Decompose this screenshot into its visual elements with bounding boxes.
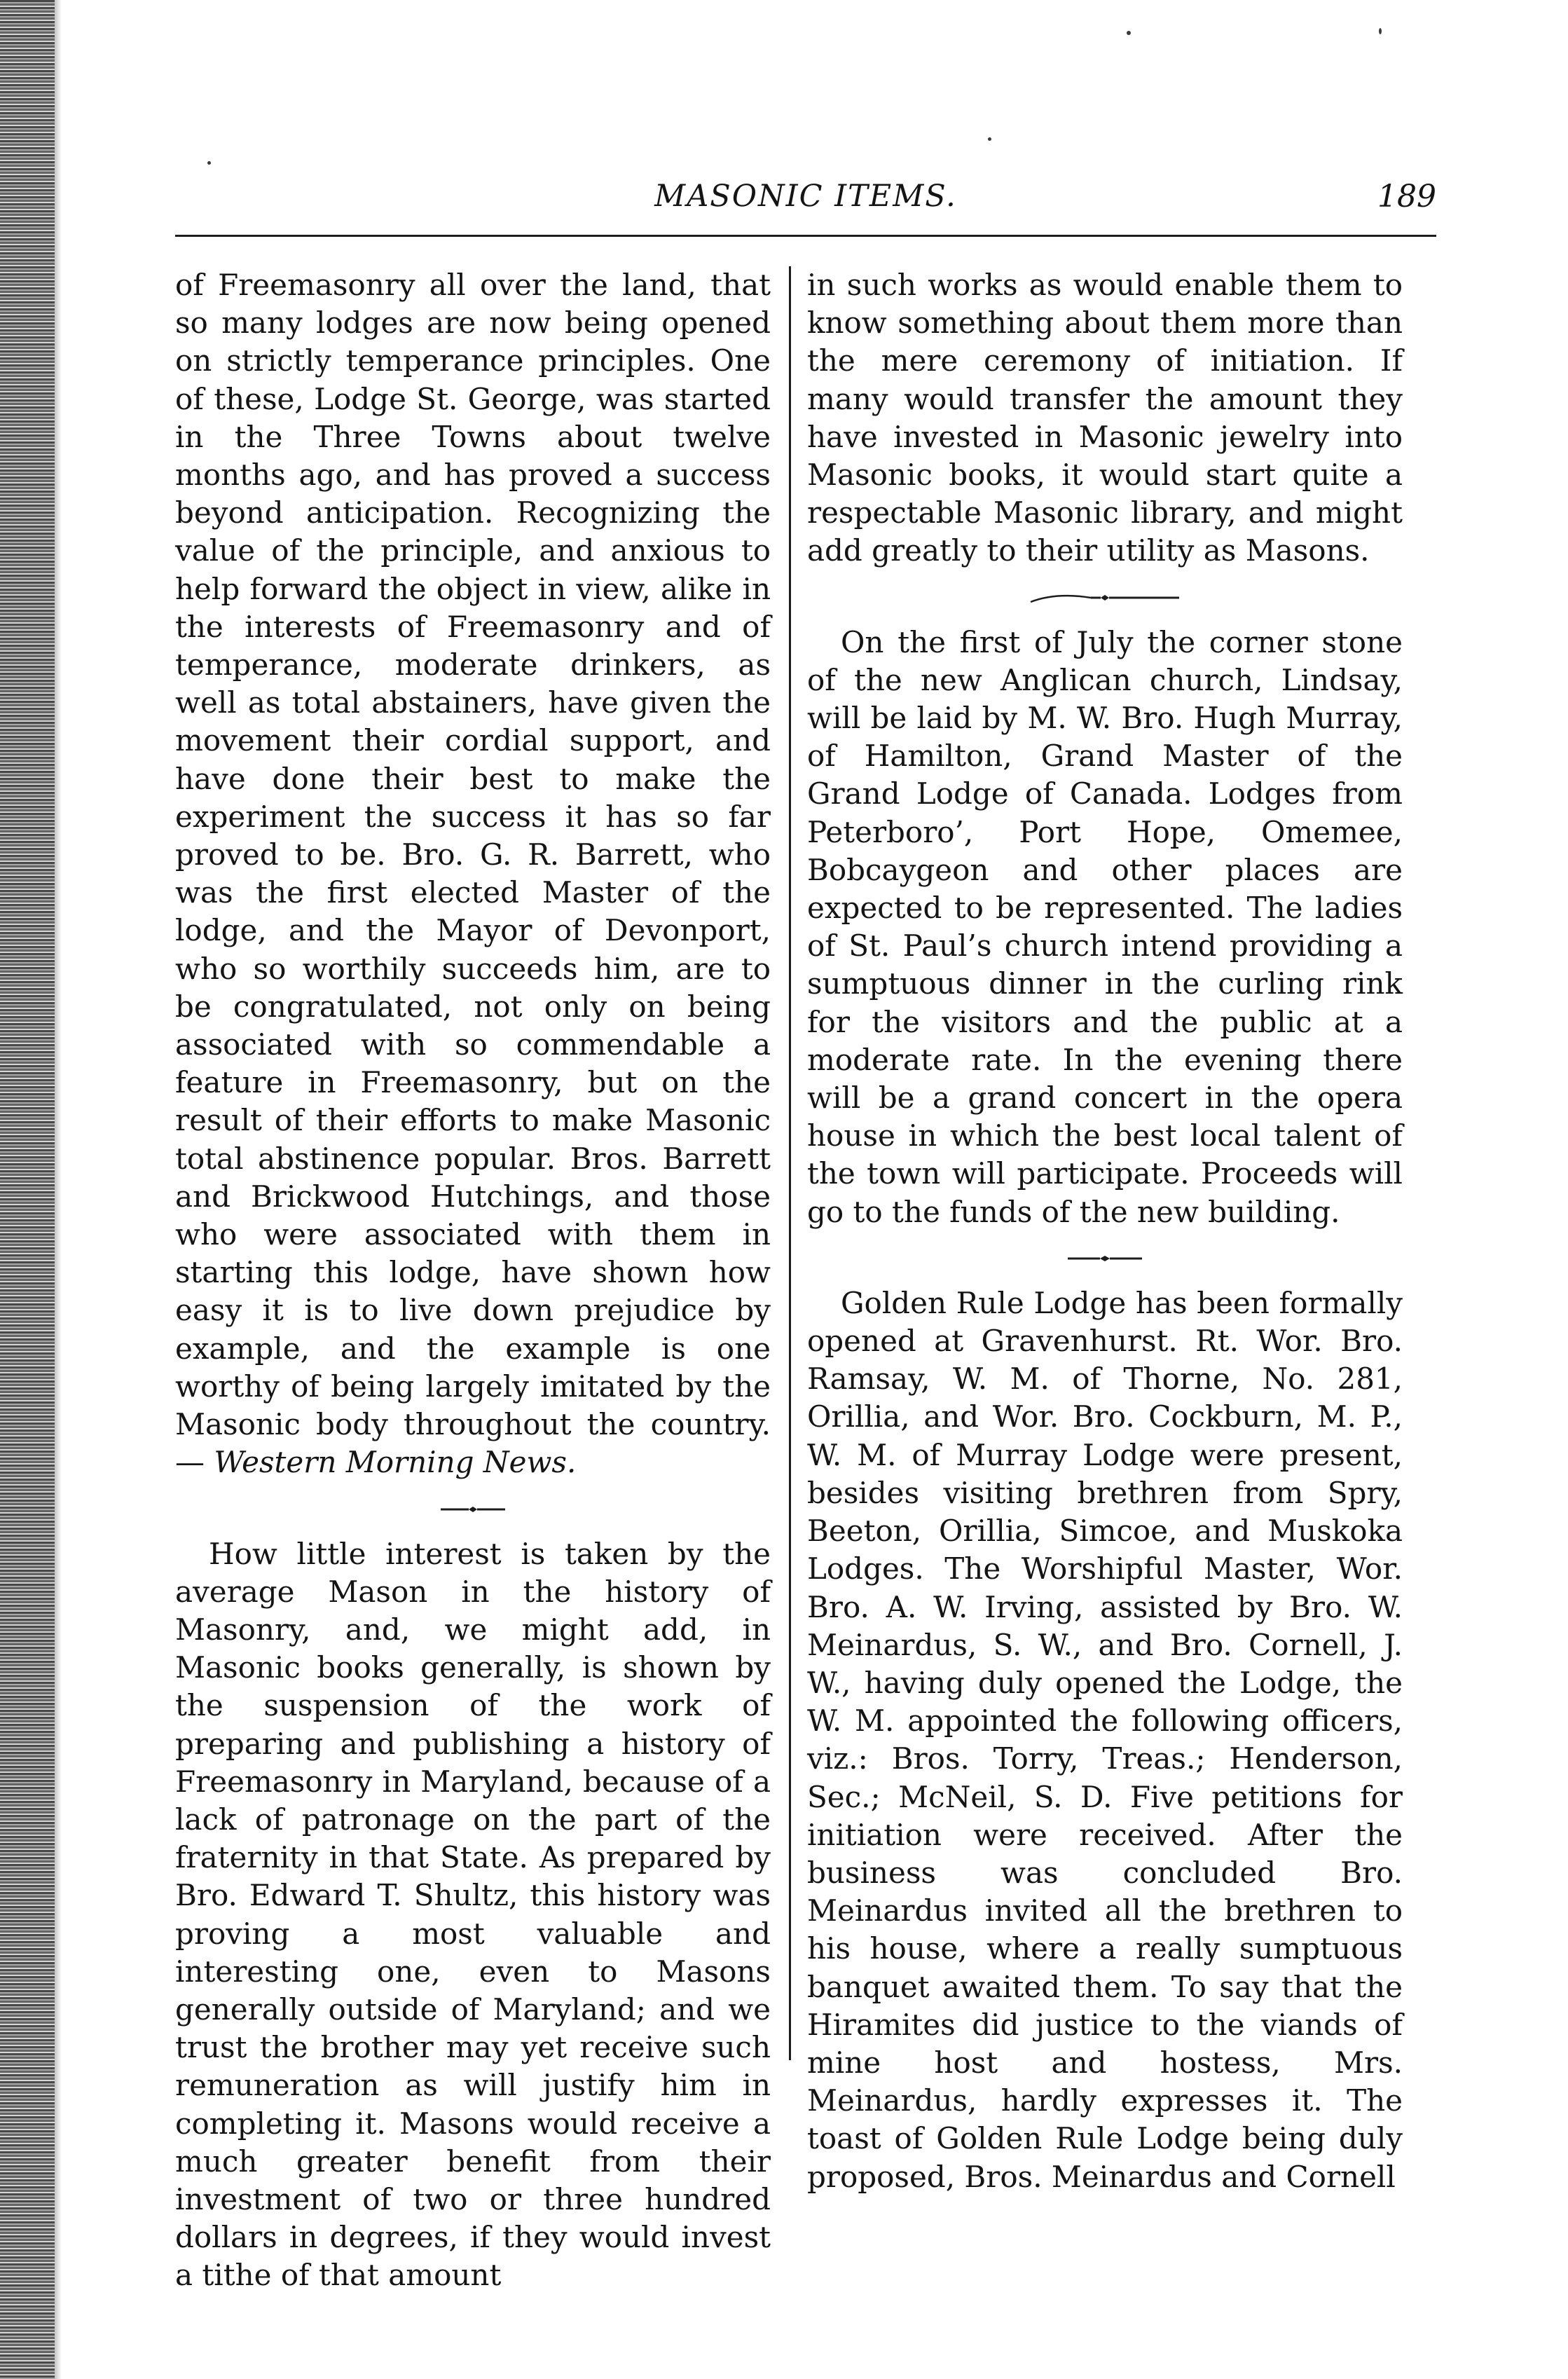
print-speck bbox=[988, 137, 991, 141]
header-rule bbox=[175, 235, 1436, 237]
divider-ornament-icon bbox=[1066, 1254, 1143, 1263]
print-speck bbox=[1379, 28, 1382, 34]
section-divider-ornament bbox=[807, 579, 1403, 617]
print-speck bbox=[207, 161, 211, 165]
section-divider-ornament bbox=[175, 1490, 771, 1528]
left-column bbox=[175, 266, 771, 2295]
paragraph-masonic-books: in such works as would enable them to know something about them more than the mere ceremony of initiation. If many would transfer the amount they have invested in Masonic jewelry into Masonic books, it would start quite a respectable Masonic library, and might add greatly to their utility as Masons. bbox=[807, 268, 1403, 568]
page-number: 189 bbox=[1377, 179, 1436, 214]
right-column bbox=[807, 266, 1403, 2196]
paragraph-golden-rule-lodge: Golden Rule Lodge has been formally opened at Gravenhurst. Rt. Wor. Bro. Ramsay, W. M. of Thorne, No. 281, Orillia, and Wor. Bro. Cockburn, M. P., W. M. of Murray Lodge were present, besides visiting brethren from Spry, Beeton, Orillia, Simcoe, and Muskoka Lodges. The Worshipful Master, Wor. Bro. A. W. Irving, assisted by Bro. W. Meinardus, S. W., and Bro. Cornell, J. W., having duly opened the Lodge, the W. M. appointed the following officers, viz.: Bros. Torry, Treas.; Henderson, Sec.; McNeil, S. D. Five petitions for initiation were received. After the business was concluded Bro. Meinardus invited all the brethren to his house, where a really sumptuous banquet awaited them. To say that the Hiramites did justice to the viands of mine host and hostess, Mrs. Meinardus, hardly expresses it. The toast of Golden Rule Lodge being duly proposed, Bros. Meinardus and Cornell bbox=[807, 1285, 1403, 2194]
print-speck bbox=[1127, 31, 1131, 35]
divider-ornament-icon bbox=[439, 1504, 507, 1514]
page-header bbox=[175, 179, 1436, 221]
paragraph-anglican-church: On the first of July the corner stone of the new Anglican church, Lindsay, will be laid by M. W. Bro. Hugh Murray, of Hamilton, Grand Master of the Grand Lodge of Canada. Lodges from Peterboro’, Port Hope, Omemee, Bobcaygeon and other places are expected to be represented. The ladies of St. Paul’s church intend providing a sumptuous dinner in the curling rink for the visitors and the public at a moderate rate. In the evening there will be a grand concert in the opera house in which the best local talent of the town will participate. Proceeds will go to the funds of the new building. bbox=[807, 624, 1403, 1229]
paragraph-maryland-history: How little interest is taken by the average Mason in the history of Masonry, and, we might add, in Masonic books generally, is shown by the suspension of the work of preparing and publishing a history of Freemasonry in Maryland, because of a lack of patronage on the part of the fraternity in that State. As prepared by Bro. Edward T. Shultz, this history was proving a most valuable and interesting one, even to Masons generally outside of Maryland; and we trust the brother may yet receive such remuneration as will justify him in completing it. Masons would receive a much greater benefit from their investment of two or three hundred dollars in degrees, if they would invest a tithe of that amount bbox=[175, 1536, 771, 2293]
source-citation: Western Morning News. bbox=[214, 1445, 577, 1480]
divider-ornament-icon bbox=[1028, 591, 1182, 605]
paragraph-text: of Freemasonry all over the land, that so many lodges are now being opened on strictly temperance principles. One of these, Lodge St. George, was started in the Three Towns about twelve months ago, and has proved a success beyond anticipation. Recognizing the value of the principle, and anxious to help forward the object in view, alike in the interests of Freemasonry and of temperance, moderate drinkers, as well as total abstainers, have given the movement their cordial support, and have done their best to make the experiment the success it has so far proved to be. Bro. G. R. Barrett, who was the first elected Master of the lodge, and the Mayor of Devonport, who so worthily succeeds him, are to be congratulated, not only on being associated with so commendable a feature in Freemasonry, but on the result of their efforts to make Masonic total abstinence popular. Bros. Barrett and Brickwood Hutchings, and those who were associated with them in starting this lodge, have shown how easy it is to live down prejudice by example, and the example is one worthy of being largely imitated by the Masonic body throughout the country.— bbox=[175, 268, 771, 1480]
paragraph-temperance-lodges bbox=[175, 266, 771, 1482]
section-divider-ornament bbox=[807, 1240, 1403, 1277]
column-divider bbox=[789, 266, 791, 2060]
page-binding-edge bbox=[0, 0, 55, 2379]
running-title: MASONIC ITEMS. bbox=[654, 179, 957, 214]
